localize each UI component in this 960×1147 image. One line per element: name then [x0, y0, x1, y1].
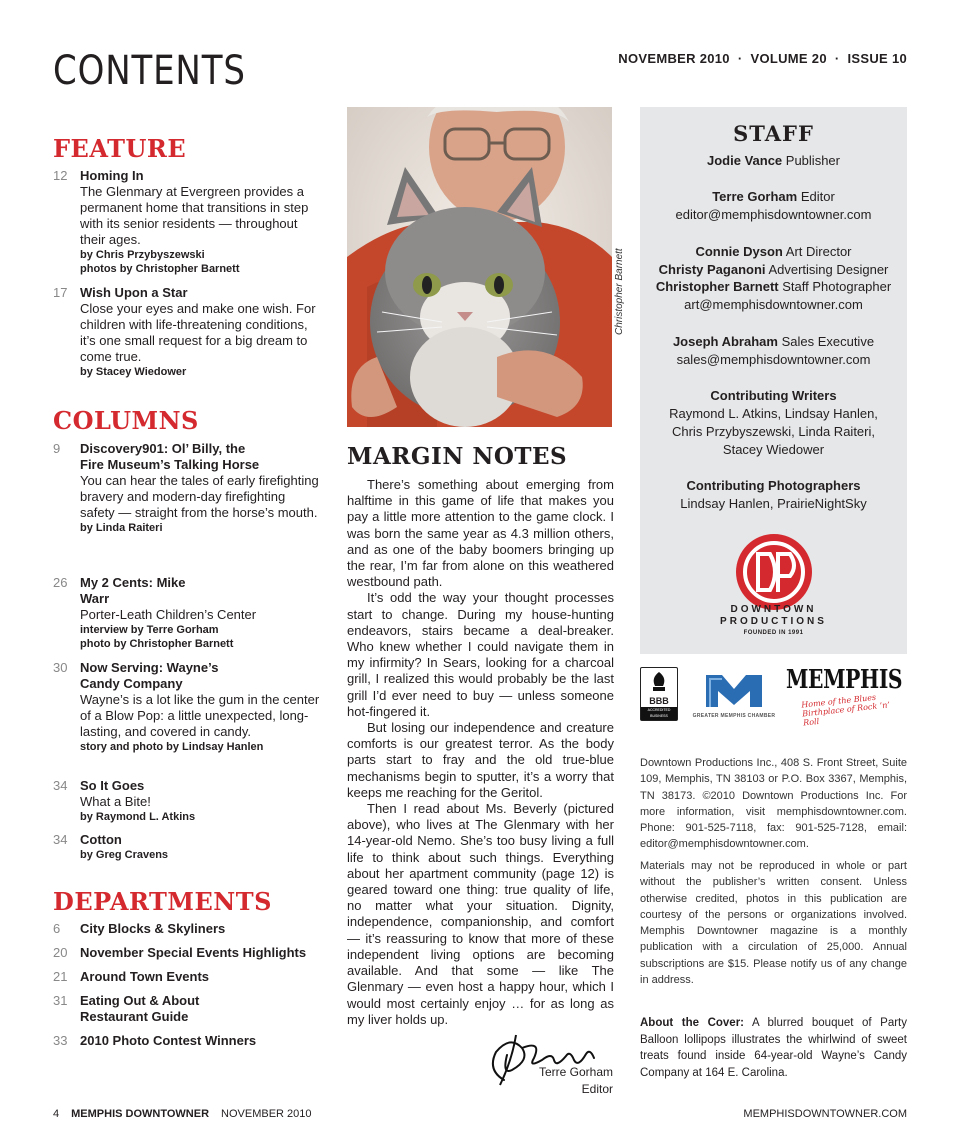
staff-line: Christy Paganoni Advertising Designer — [658, 262, 889, 277]
separator: · — [834, 51, 840, 66]
article-credit: by Stacey Wiedower — [80, 366, 187, 378]
article-credit: photos by Christopher Barnett — [80, 263, 240, 275]
departments-heading: DEPARTMENTS — [53, 887, 272, 916]
feature-heading: FEATURE — [53, 134, 187, 163]
article-title: My 2 Cents: Mike Warr — [80, 575, 186, 606]
memphis-logo — [786, 665, 908, 728]
staff-names: Stacey Wiedower — [722, 442, 825, 457]
article-description: Wayne’s is a lot like the gum in the center of a Blow Pop: a little unexpected, long-lasting, and covered in candy. — [80, 692, 320, 739]
dept-title: 2010 Photo Contest Winners — [80, 1033, 257, 1048]
dept-title: City Blocks & Skyliners — [80, 921, 226, 936]
cover-photo-woman-with-cat — [347, 107, 612, 427]
logo-text: DOWNTOWN — [730, 604, 817, 615]
bbb-text: BBB — [649, 696, 669, 706]
footer-left — [53, 1108, 312, 1120]
article-title: Wish Upon a Star — [80, 285, 188, 300]
page-number: 9 — [53, 441, 61, 456]
page-number: 6 — [53, 921, 61, 936]
footer-magazine: MEMPHIS DOWNTOWNER — [71, 1108, 210, 1120]
staff-title: STAFF — [733, 121, 814, 146]
article-title: Homing In — [80, 168, 144, 183]
dept-item[interactable] — [53, 945, 323, 961]
toc-item-so-it-goes[interactable] — [53, 778, 323, 824]
article-credit: interview by Terre Gorham — [80, 624, 219, 636]
article-description: What a Bite! — [80, 794, 151, 809]
staff-subheading: Contributing Writers — [710, 388, 837, 403]
staff-subheading: Contributing Photographers — [686, 478, 861, 493]
staff-line: Connie Dyson Art Director — [695, 244, 852, 259]
article-credit: by Greg Cravens — [80, 849, 169, 861]
article-description: Close your eyes and make one wish. For children with life-threatening conditions, it’s one small request for a big dream to come true. — [80, 301, 316, 364]
signature-role: Editor — [581, 1082, 613, 1096]
photo-illustration — [347, 107, 612, 427]
article-description: You can hear the tales of early firefighting bravery and modern-day firefighting safety — straight from the horse’s mouth. — [80, 473, 319, 520]
article-credit: photo by Christopher Barnett — [80, 638, 234, 650]
dept-title: November Special Events Highlights — [80, 945, 307, 960]
issue-number: ISSUE 10 — [847, 51, 907, 66]
issue-date: NOVEMBER 2010 — [618, 51, 730, 66]
downtown-productions-logo-icon — [734, 532, 814, 612]
staff-box — [640, 107, 907, 654]
paragraph: But losing our independence and creature comforts is our greatest terror. As the body parts start to fray and the old true-blue mechanisms begin to sputter, it’s a worry that keeps me reaching for the Geritol. — [347, 720, 614, 800]
article-title: Now Serving: Wayne’s Candy Company — [80, 660, 219, 691]
page-number: 17 — [53, 285, 68, 300]
toc-item-cotton[interactable] — [53, 832, 323, 862]
staff-email[interactable]: sales@memphisdowntowner.com — [676, 352, 871, 367]
separator: · — [737, 51, 743, 66]
page-number: 33 — [53, 1033, 68, 1048]
page-number: 34 — [53, 778, 68, 793]
about-text: A blurred bouquet of Party Balloon lollipops illustrates the whirlwind of sweet treats found inside 64-year-old Wayne’s Candy Company at 164 E. Carolina. — [640, 1017, 907, 1079]
page-number: 26 — [53, 575, 68, 590]
page-number: 30 — [53, 660, 68, 675]
issue-info — [618, 51, 907, 66]
footer-page-number: 4 — [53, 1108, 60, 1120]
article-credit: by Linda Raiteri — [80, 522, 163, 534]
margin-notes-body — [347, 477, 614, 1028]
page-number: 31 — [53, 993, 68, 1008]
margin-notes-title: MARGIN NOTES — [347, 443, 568, 470]
dept-item[interactable] — [53, 1033, 323, 1049]
columns-heading: COLUMNS — [53, 406, 199, 435]
toc-item-my-2-cents[interactable] — [53, 575, 323, 651]
page-number: 34 — [53, 832, 68, 847]
about-the-cover — [640, 1015, 907, 1081]
article-title: So It Goes — [80, 778, 145, 793]
page-number: 21 — [53, 969, 68, 984]
photo-credit: Christopher Barnett — [614, 248, 625, 335]
dept-item[interactable] — [53, 969, 323, 985]
page-number: 20 — [53, 945, 68, 960]
dept-item[interactable] — [53, 921, 323, 937]
article-title: Discovery901: Ol’ Billy, the Fire Museum’s Talking Horse — [80, 441, 260, 472]
article-credit: story and photo by Lindsay Hanlen — [80, 741, 264, 753]
about-label: About the Cover: — [640, 1017, 744, 1029]
staff-email[interactable]: editor@memphisdowntowner.com — [675, 207, 872, 222]
logo-text: PRODUCTIONS — [720, 616, 827, 627]
dept-item[interactable] — [53, 993, 223, 1025]
paragraph: There’s something about emerging from halftime in this game of life that makes you pay a little more attention to the game clock. I was born the same year as 4.3 million others, and as one of the baby boomers bringing up the rear, I’m far from alone on this weathered westbound path. — [347, 477, 614, 590]
memphis-tagline: Home of the Blues Birthplace of Rock ’n’ Roll — [800, 692, 891, 728]
dept-title: Eating Out & About Restaurant Guide — [80, 993, 200, 1024]
bbb-logo — [640, 667, 678, 721]
logo-founded: FOUNDED IN 1991 — [743, 630, 804, 636]
staff-names: Lindsay Hanlen, PrairieNightSky — [680, 496, 867, 511]
chamber-m-icon — [688, 667, 780, 711]
article-description: Porter-Leath Children’s Center — [80, 607, 257, 622]
bbb-subtext: ACCREDITED BUSINESS — [641, 707, 677, 720]
publisher-info: Downtown Productions Inc., 408 S. Front Street, Suite 109, Memphis, TN 38103 or P.O. Box 3367, Memphis, TN 38173. ©2010 Downtown Productions Inc. For more information, visit memphisdowntowner.com. Phone: 901-525-7118, fax: 901-525-7128, email: editor@memphisdowntowner.com. — [640, 757, 907, 851]
bbb-torch-icon — [641, 668, 677, 698]
staff-line: Christopher Barnett Staff Photographer — [655, 279, 892, 294]
staff-email[interactable]: art@memphisdowntowner.com — [684, 297, 863, 312]
footer-website[interactable]: MEMPHISDOWNTOWNER.COM — [743, 1108, 907, 1120]
staff-names: Chris Przybyszewski, Linda Raiteri, — [671, 424, 875, 439]
staff-names: Raymond L. Atkins, Lindsay Hanlen, — [669, 406, 878, 421]
article-credit: by Chris Przybyszewski — [80, 249, 205, 261]
paragraph: It’s odd the way your thought processes start to change. During my house-hunting endeavors, stairs became a deal-breaker. Who knew whether I could navigate them in my infirmity? In Sears, looking for a charcoal grill, I realized this would probably be the last grill I’d ever need to buy — unless someone hot-fingered it. — [347, 590, 614, 719]
staff-line: Terre Gorham Editor — [712, 189, 835, 204]
staff-line: Joseph Abraham Sales Executive — [672, 334, 875, 349]
page-number: 12 — [53, 168, 68, 183]
greater-memphis-chamber-logo — [688, 667, 780, 723]
article-credit: by Raymond L. Atkins — [80, 811, 196, 823]
dept-title: Around Town Events — [80, 969, 210, 984]
copyright-notice: Materials may not be reproduced in whole or part without the publisher’s written consent. Unless otherwise credited, photos in this publication are courtesy of the persons or organizations involved. Memphis Downtowner magazine is a monthly publication with a circulation of 25,000. Annual subscriptions are $15. Please notify us of any change in address. — [640, 860, 907, 987]
page-title: CONTENTS — [53, 48, 246, 94]
signature-block — [520, 1064, 613, 1098]
article-description: The Glenmary at Evergreen provides a permanent home that transitions in step with its senior residents — throughout their ages. — [80, 184, 309, 247]
toc-item-wish-upon-a-star[interactable] — [53, 285, 323, 379]
toc-item-discovery901[interactable] — [53, 441, 323, 535]
footer-date: NOVEMBER 2010 — [221, 1108, 312, 1120]
toc-item-now-serving[interactable] — [53, 660, 323, 754]
staff-line: Jodie Vance Publisher — [707, 153, 840, 168]
chamber-text: GREATER MEMPHIS CHAMBER — [692, 713, 776, 719]
toc-item-homing-in[interactable] — [53, 168, 323, 276]
paragraph: Then I read about Ms. Beverly (pictured above), who lives at The Glenmary with her 14-year-old Nemo. She’s too busy living a full life to think about such things. Everything about her apartment community (page 12) is geared toward one thing: true quality of life, no matter what your situation. Dignity, independence, companionship, and comfort — it’s reassuring to know that more of these independent living options are becoming available. And that some — like The Glenmary — even host a happy hour, which I would most certainly enjoy … for as long as my liver holds up. — [347, 801, 614, 1027]
memphis-wordmark: MEMPHIS — [786, 665, 903, 695]
signature-name: Terre Gorham — [538, 1065, 613, 1079]
article-title: Cotton — [80, 832, 122, 847]
issue-volume: VOLUME 20 — [750, 51, 827, 66]
